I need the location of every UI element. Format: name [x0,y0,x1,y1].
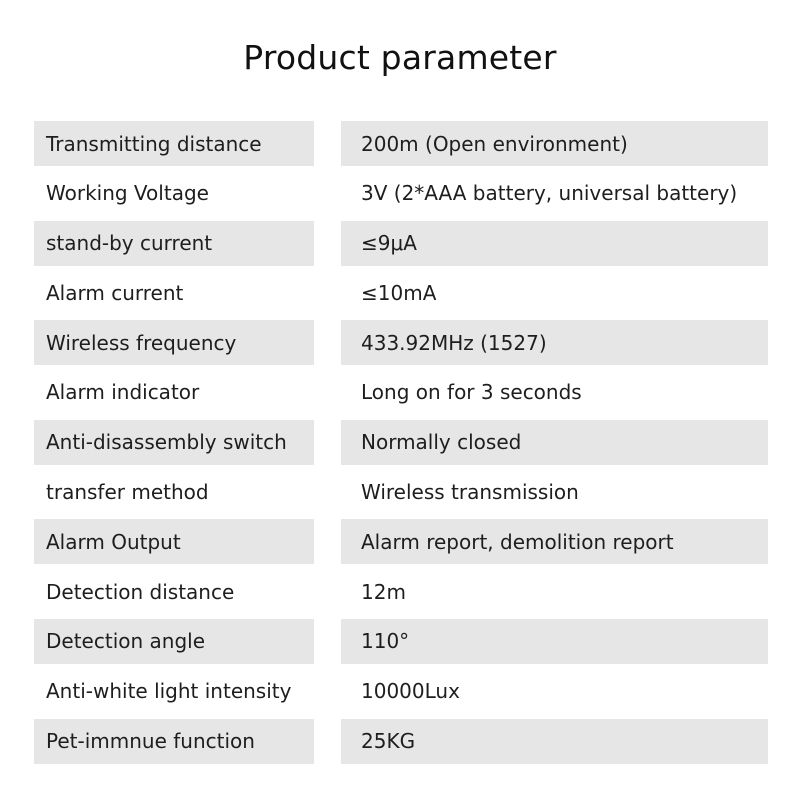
table-row-detection-angle [34,619,768,669]
parameter-label: Detection distance [46,579,235,604]
parameter-label: Wireless frequency [34,320,314,365]
parameter-value: 110° [341,619,768,664]
parameter-value: 433.92MHz (1527) [341,320,768,365]
parameter-label: Pet-immnue function [34,719,314,764]
parameter-value: 200m (Open environment) [341,121,768,166]
parameter-value: Wireless transmission [361,480,579,505]
table-row-standby-current [34,221,768,271]
parameter-value: Normally closed [341,420,768,465]
parameter-label: stand-by current [34,221,314,266]
parameter-label: Alarm indicator [46,380,200,405]
table-row-alarm-output [34,519,768,569]
parameter-label: Anti-white light intensity [46,679,292,704]
parameter-value: Alarm report, demolition report [341,519,768,564]
parameter-label: transfer method [46,480,209,505]
parameter-label: Alarm current [46,280,184,305]
table-row-anti-disassembly-switch [34,420,768,470]
page-title: Product parameter [243,38,557,77]
parameter-label: Alarm Output [34,519,314,564]
parameter-value: 12m [361,579,406,604]
table-row-wireless-frequency [34,320,768,370]
table-row-working-voltage [34,171,768,221]
table-row-alarm-current [34,270,768,320]
table-row-alarm-indicator [34,370,768,420]
parameter-value: ≤10mA [361,280,437,305]
parameter-value: 3V (2*AAA battery, universal battery) [361,181,738,206]
table-row-anti-white-light-intensity [34,669,768,719]
parameter-value: Long on for 3 seconds [361,380,582,405]
parameter-label: Detection angle [34,619,314,664]
parameter-label: Working Voltage [46,181,209,206]
parameter-label: Transmitting distance [34,121,314,166]
parameter-value: 10000Lux [361,679,460,704]
parameter-table [34,121,768,768]
parameter-value: ≤9μA [341,221,768,266]
table-row-pet-immune-function [34,719,768,769]
table-row-detection-distance [34,569,768,619]
parameter-value: 25KG [341,719,768,764]
table-row-transfer-method [34,470,768,520]
parameter-label: Anti-disassembly switch [34,420,314,465]
table-row-transmitting-distance [34,121,768,171]
